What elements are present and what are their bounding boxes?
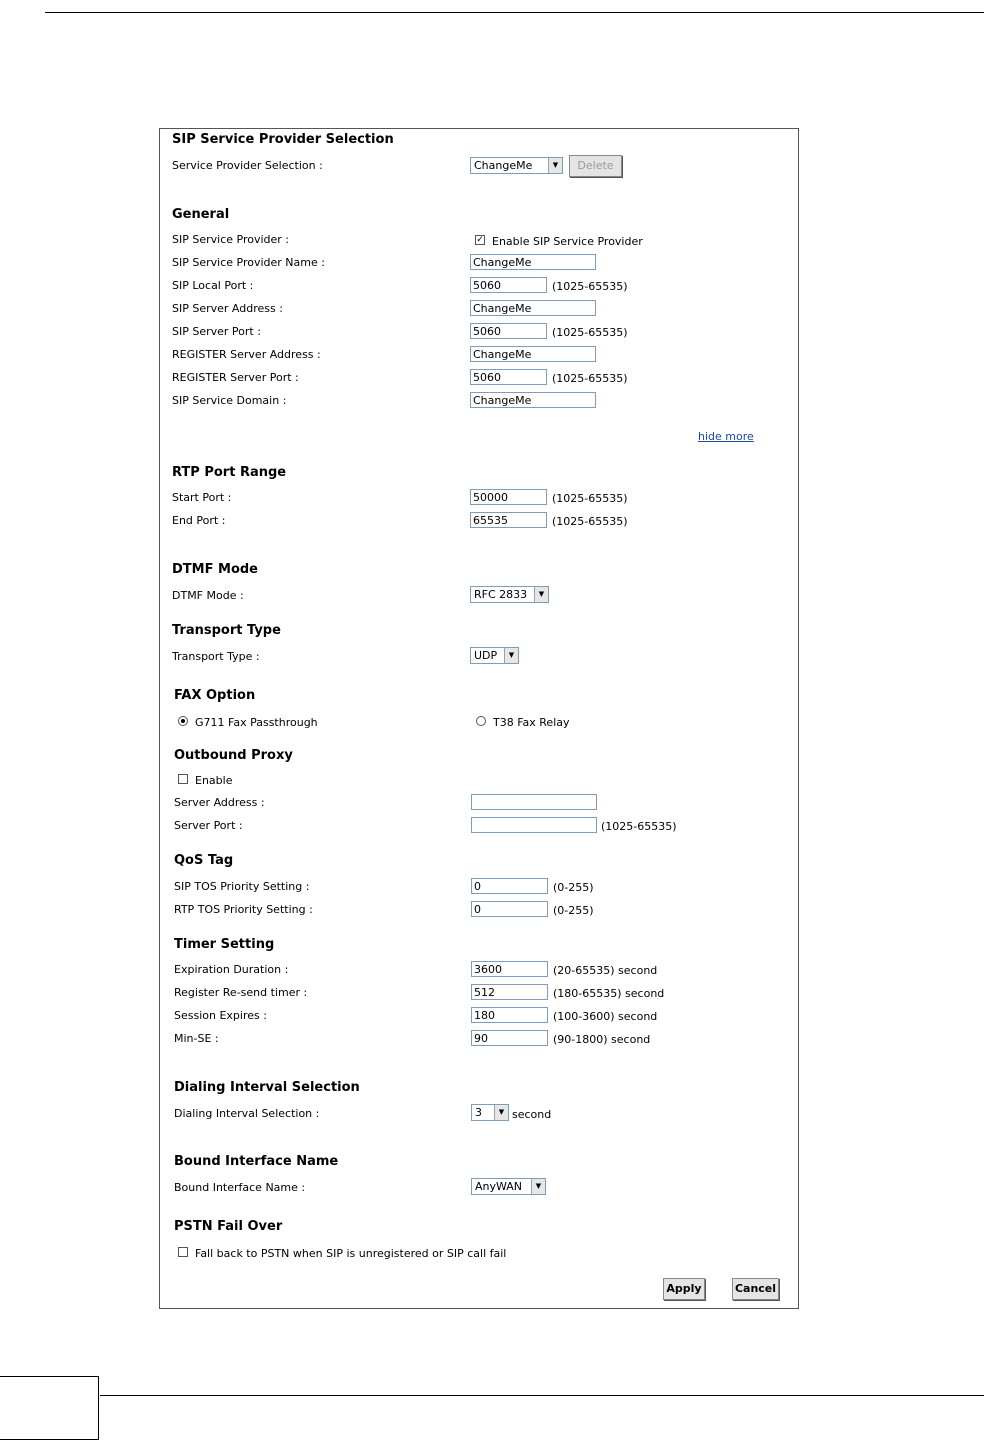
expiration-hint: (20-65535) second (553, 964, 658, 977)
enable-sip-provider-checkbox[interactable] (475, 235, 485, 245)
sip-service-provider-label: SIP Service Provider : (172, 233, 289, 246)
dialing-interval-unit: second (512, 1108, 552, 1121)
outbound-address-label: Server Address : (174, 796, 265, 809)
outbound-port-input[interactable] (471, 817, 597, 833)
hide-more-link[interactable]: hide more (698, 430, 754, 443)
section-heading-transport: Transport Type (172, 623, 281, 638)
rtp-end-input[interactable] (470, 512, 547, 528)
chevron-down-icon: ▼ (494, 1105, 508, 1120)
section-heading-dtmf: DTMF Mode (172, 562, 258, 577)
enable-sip-provider-label: Enable SIP Service Provider (492, 235, 643, 248)
rtp-tos-hint: (0-255) (553, 904, 594, 917)
bound-interface-label: Bound Interface Name : (174, 1181, 306, 1194)
section-heading-dialing: Dialing Interval Selection (174, 1080, 360, 1095)
resend-timer-hint: (180-65535) second (553, 987, 665, 1000)
min-se-input[interactable] (471, 1030, 548, 1046)
expiration-input[interactable] (471, 961, 548, 977)
provider-selection-value: ChangeMe (474, 159, 533, 172)
session-expires-hint: (100-3600) second (553, 1010, 658, 1023)
fax-g711-radio[interactable] (178, 716, 188, 726)
chevron-down-icon: ▼ (504, 648, 518, 663)
provider-name-label: SIP Service Provider Name : (172, 256, 325, 269)
section-heading-outbound-proxy: Outbound Proxy (174, 748, 293, 763)
local-port-input[interactable] (470, 277, 547, 293)
rtp-start-label: Start Port : (172, 491, 232, 504)
outbound-enable-label: Enable (195, 774, 233, 787)
transport-type-value: UDP (474, 649, 498, 662)
pstn-fallback-label: Fall back to PSTN when SIP is unregistered or SIP call fail (195, 1247, 507, 1260)
server-address-label: SIP Server Address : (172, 302, 283, 315)
provider-name-input[interactable] (470, 254, 596, 270)
register-port-input[interactable] (470, 369, 547, 385)
transport-type-dropdown[interactable] (470, 647, 519, 664)
provider-selection-dropdown[interactable] (470, 157, 563, 174)
page-header-rule (45, 12, 984, 13)
register-address-input[interactable] (470, 346, 596, 362)
outbound-address-input[interactable] (471, 794, 597, 810)
server-port-label: SIP Server Port : (172, 325, 261, 338)
sip-tos-hint: (0-255) (553, 881, 594, 894)
resend-timer-label: Register Re-send timer : (174, 986, 308, 999)
page-number-box (0, 1376, 99, 1440)
bound-interface-value: AnyWAN (475, 1180, 523, 1193)
local-port-hint: (1025-65535) (552, 280, 628, 293)
section-heading-bound-interface: Bound Interface Name (174, 1154, 339, 1169)
sip-tos-input[interactable] (471, 878, 548, 894)
dtmf-mode-dropdown[interactable] (470, 586, 549, 603)
sip-tos-label: SIP TOS Priority Setting : (174, 880, 310, 893)
min-se-label: Min-SE : (174, 1032, 219, 1045)
section-heading-fax: FAX Option (174, 688, 256, 703)
service-domain-input[interactable] (470, 392, 596, 408)
pstn-fallback-checkbox[interactable] (178, 1247, 188, 1257)
outbound-enable-checkbox[interactable] (178, 774, 188, 784)
dialing-interval-value: 3 (475, 1106, 482, 1119)
dtmf-mode-label: DTMF Mode : (172, 589, 244, 602)
expiration-label: Expiration Duration : (174, 963, 289, 976)
section-heading-rtp: RTP Port Range (172, 465, 287, 480)
rtp-tos-label: RTP TOS Priority Setting : (174, 903, 313, 916)
register-address-label: REGISTER Server Address : (172, 348, 321, 361)
sip-settings-panel (159, 128, 799, 1309)
session-expires-label: Session Expires : (174, 1009, 267, 1022)
fax-t38-radio[interactable] (476, 716, 486, 726)
delete-button[interactable]: Delete (569, 155, 622, 177)
chevron-down-icon: ▼ (531, 1179, 545, 1194)
session-expires-input[interactable] (471, 1007, 548, 1023)
section-heading-pstn: PSTN Fail Over (174, 1219, 283, 1234)
rtp-end-hint: (1025-65535) (552, 515, 628, 528)
check-icon: ✓ (476, 235, 484, 245)
dialing-interval-label: Dialing Interval Selection : (174, 1107, 320, 1120)
server-port-input[interactable] (470, 323, 547, 339)
section-heading-provider-selection: SIP Service Provider Selection (172, 132, 394, 147)
rtp-end-label: End Port : (172, 514, 226, 527)
provider-selection-label: Service Provider Selection : (172, 159, 323, 172)
outbound-port-hint: (1025-65535) (601, 820, 677, 833)
transport-type-label: Transport Type : (172, 650, 260, 663)
section-heading-qos: QoS Tag (174, 853, 234, 868)
cancel-button[interactable]: Cancel (732, 1278, 779, 1300)
chevron-down-icon: ▼ (534, 587, 548, 602)
fax-g711-label: G711 Fax Passthrough (195, 716, 318, 729)
service-domain-label: SIP Service Domain : (172, 394, 287, 407)
register-port-hint: (1025-65535) (552, 372, 628, 385)
chevron-down-icon: ▼ (548, 158, 562, 173)
apply-button[interactable]: Apply (663, 1278, 705, 1300)
section-heading-timer: Timer Setting (174, 937, 275, 952)
server-port-hint: (1025-65535) (552, 326, 628, 339)
page-footer-rule (100, 1395, 984, 1396)
rtp-start-hint: (1025-65535) (552, 492, 628, 505)
local-port-label: SIP Local Port : (172, 279, 254, 292)
register-port-label: REGISTER Server Port : (172, 371, 299, 384)
dtmf-mode-value: RFC 2833 (474, 588, 528, 601)
server-address-input[interactable] (470, 300, 596, 316)
fax-t38-label: T38 Fax Relay (493, 716, 570, 729)
bound-interface-dropdown[interactable] (471, 1178, 546, 1195)
dialing-interval-dropdown[interactable] (471, 1104, 509, 1121)
section-heading-general: General (172, 207, 230, 222)
outbound-port-label: Server Port : (174, 819, 243, 832)
rtp-start-input[interactable] (470, 489, 547, 505)
min-se-hint: (90-1800) second (553, 1033, 651, 1046)
resend-timer-input[interactable] (471, 984, 548, 1000)
rtp-tos-input[interactable] (471, 901, 548, 917)
